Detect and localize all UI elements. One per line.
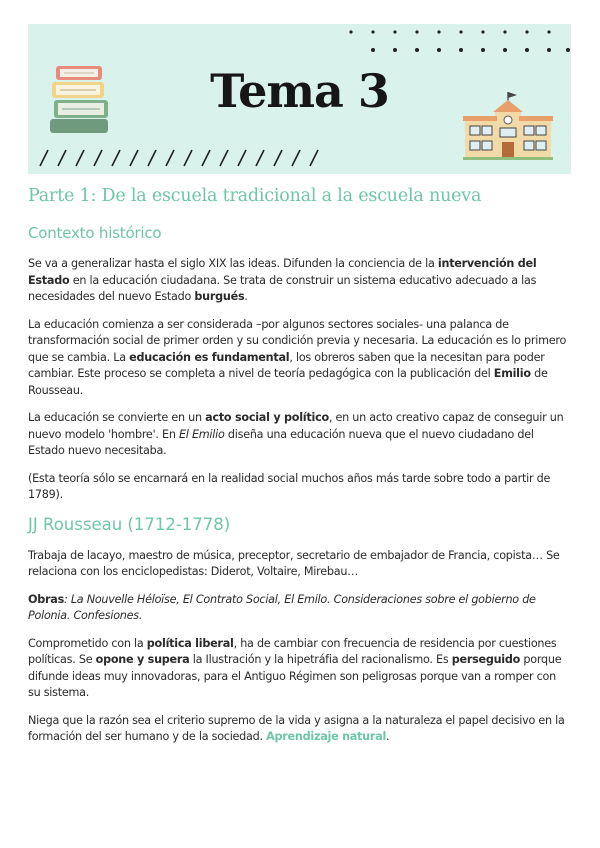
paragraph-4: (Esta teoría sólo se encarnará en la realidad social muchos años más tarde sobre todo a partir de 1789). [28, 471, 551, 501]
part-heading: Parte 1: De la escuela tradicional a la escuela nueva [28, 186, 482, 206]
paragraph-8: Niega que la razón sea el criterio supremo de la vida y asigna a la naturaleza el papel decisivo en la formación del ser humano y de la sociedad. Aprendizaje natural. [28, 713, 565, 743]
paragraph-3: La educación se convierte en un acto social y político, en un acto creativo capaz de conseguir un nuevo modelo 'hombre'. En El Emilio diseña una educación nueva que el nuevo ciudadano del Estado nuevo necesitaba. [28, 411, 564, 457]
paragraph-5: Trabaja de lacayo, maestro de música, preceptor, secretario de embajador de Francia, copista… Se relaciona con los enciclopedistas: Diderot, Voltaire, Mirebau… [28, 548, 560, 578]
school-building-icon [463, 90, 553, 160]
section-heading-contexto: Contexto histórico [28, 224, 162, 242]
slashes-decoration [36, 146, 336, 170]
paragraph-7: Comprometido con la política liberal, ha de cambiar con frecuencia de residencia por cuestiones políticas. Se opone y supera la Ilustración y la hipetráfia del racionalismo. Es perseguido porque difunde ideas muy innovadoras, para el Antiguo Régimen son peligrosas porque van a romper con su sistema. [28, 636, 562, 699]
highlight-aprendizaje: Aprendizaje natural [266, 730, 387, 743]
paragraph-1: Se va a generalizar hasta el siglo XIX las ideas. Difunden la conciencia de la intervención del Estado en la educación ciudadana. Se trata de construir un sistema educativo adecuado a las necesidades del nuevo Estado burgués. [28, 257, 537, 303]
paragraph-6: Obras: La Nouvelle Héloïse, El Contrato Social, El Emilo. Consideraciones sobre el gobierno de Polonia. Confesiones. [28, 592, 536, 622]
page-title: Tema 3 [210, 64, 389, 118]
section-heading-rousseau: JJ Rousseau (1712-1778) [28, 514, 231, 534]
header-banner [28, 24, 571, 174]
document-body [28, 186, 568, 757]
paragraph-2: La educación comienza a ser considerada –por algunos sectores sociales- una palanca de transformación social de primer orden y su condición previa y necesaria. La educación es lo primero que se cambia. La educación es fundamental, los obreros saben que la necesitan para poder cambiar. Este proceso se completa a nivel de teoría pedagógica con la publicación del Emilio de Rousseau. [28, 317, 567, 397]
